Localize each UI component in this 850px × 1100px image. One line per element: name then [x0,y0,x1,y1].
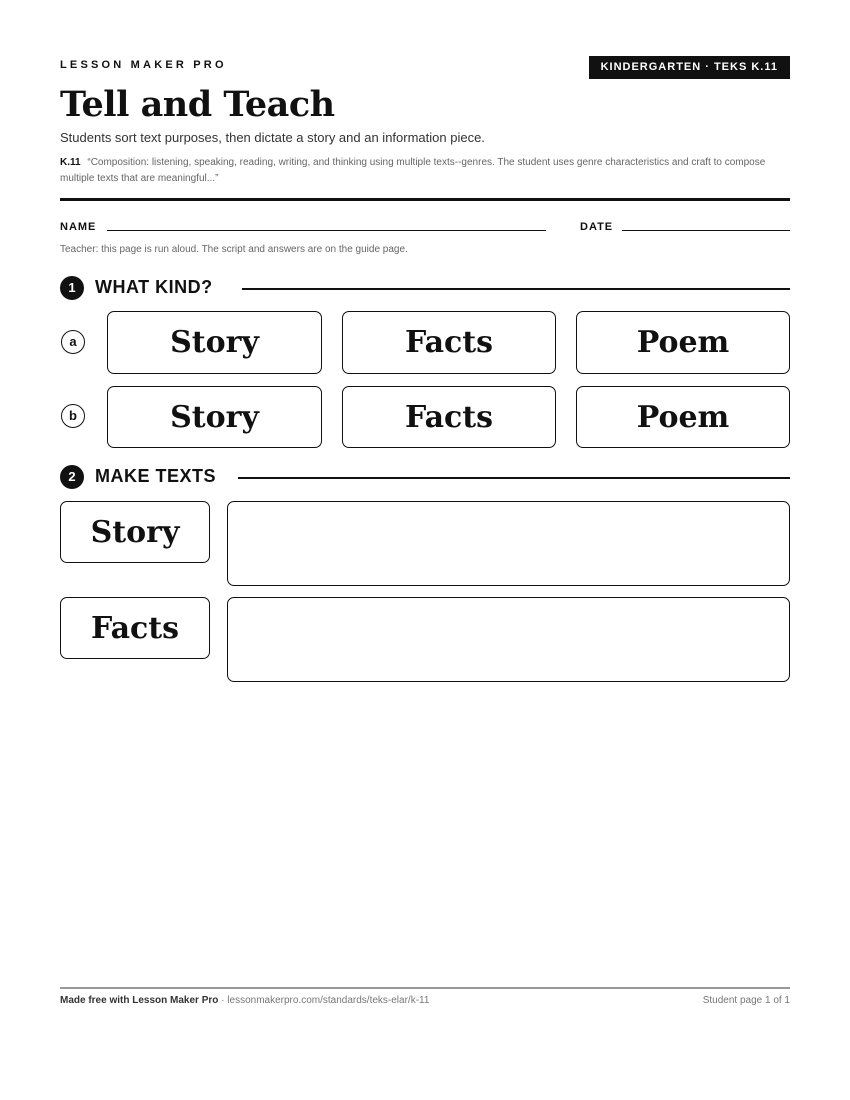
grade-badge: KINDERGARTEN · TEKS K.11 [589,56,790,79]
name-field[interactable] [107,230,546,231]
section-make-texts-header [60,465,790,489]
standard-description [60,155,790,187]
footer-page-info: Student page 1 of 1 [702,995,790,1006]
footer-divider [60,987,790,989]
choice-story-b[interactable]: Story [107,386,322,448]
section-number: 1 [60,276,84,300]
choice-story-a[interactable]: Story [107,311,322,374]
footer-made-with: Made free with Lesson Maker Pro [60,995,219,1006]
section-rule [242,288,790,290]
standard-code: K.11 [60,157,81,168]
section-title: MAKE TEXTS [95,466,217,486]
row-marker-a: a [61,330,85,354]
section-rule [238,477,790,479]
footer-url[interactable]: lessonmakerpro.com/standards/teks-elar/k-11 [227,995,430,1006]
page-subtitle: Students sort text purposes, then dictate a story and an information piece. [60,130,485,145]
choice-poem-a[interactable]: Poem [576,311,790,374]
story-answer-box[interactable] [227,501,790,586]
section-number: 2 [60,465,84,489]
facts-answer-box[interactable] [227,597,790,682]
choice-poem-b[interactable]: Poem [576,386,790,448]
page-title: Tell and Teach [60,84,335,125]
section-title: WHAT KIND? [95,277,213,297]
name-label: NAME [60,221,97,233]
choice-facts-a[interactable]: Facts [342,311,556,374]
worksheet-page [60,0,790,1100]
teacher-note: Teacher: this page is run aloud. The script and answers are on the guide page. [60,244,408,255]
row-marker-b: b [61,404,85,428]
story-label-card: Story [60,501,210,563]
standard-text: “Composition: listening, speaking, reading, writing, and thinking using multiple texts--genres. The student uses genre characteristics and craft to compose multiple texts that are meaningful...” [60,157,766,184]
date-field[interactable] [622,230,790,231]
footer-credit [60,995,429,1006]
brand-name: LESSON MAKER PRO [60,59,227,71]
footer-separator: · [218,995,228,1006]
date-label: DATE [580,221,614,233]
facts-label-card: Facts [60,597,210,659]
choice-facts-b[interactable]: Facts [342,386,556,448]
header-divider [60,198,790,201]
section-what-kind-header [60,276,790,300]
